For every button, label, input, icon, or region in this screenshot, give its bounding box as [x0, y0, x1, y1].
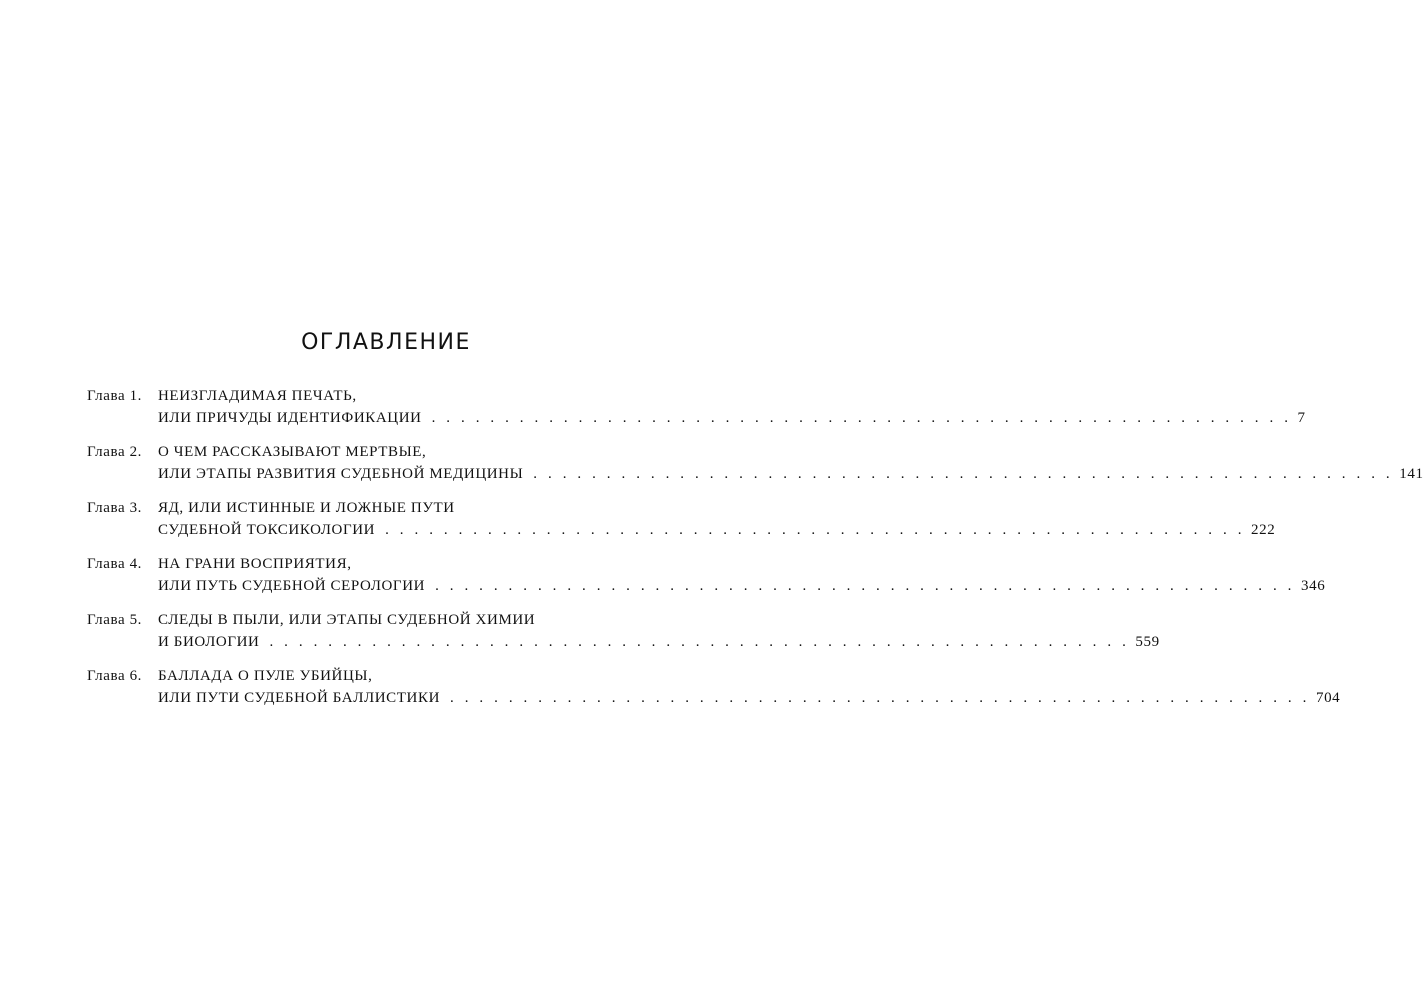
dot-leader: . . . . . . . . . . . . . . . . . . . . . . . . . . . . . . . . . . . . . . . . . . . . . . . . . . . . . . . . . . . [385, 522, 1246, 538]
chapter-title-line-2-row [158, 687, 1341, 709]
toc-entry-4 [87, 553, 1326, 597]
dot-leader: . . . . . . . . . . . . . . . . . . . . . . . . . . . . . . . . . . . . . . . . . . . . . . . . . . . . . . . . . . . [269, 634, 1130, 650]
dot-leader: . . . . . . . . . . . . . . . . . . . . . . . . . . . . . . . . . . . . . . . . . . . . . . . . . . . . . . . . . . . [450, 690, 1310, 706]
chapter-number: Глава 3. [87, 500, 143, 516]
chapter-title-line-2-row [158, 519, 1276, 541]
dot-leader: . . . . . . . . . . . . . . . . . . . . . . . . . . . . . . . . . . . . . . . . . . . . . . . . . . . . . . . . . . . [431, 410, 1292, 426]
chapter-number: Глава 1. [87, 388, 143, 404]
dot-leader: . . . . . . . . . . . . . . . . . . . . . . . . . . . . . . . . . . . . . . . . . . . . . . . . . . . . . . . . . . . [533, 466, 1394, 482]
chapter-title-line-2-row [158, 463, 1424, 485]
page-number: 704 [1315, 690, 1341, 706]
toc-entry-5 [87, 609, 1160, 653]
chapter-title-line-1: ЯД, ИЛИ ИСТИННЫЕ И ЛОЖНЫЕ ПУТИ [158, 500, 455, 516]
chapter-title-line-1: БАЛЛАДА О ПУЛЕ УБИЙЦЫ, [158, 668, 373, 684]
chapter-title-line-2: ИЛИ ПРИЧУДЫ ИДЕНТИФИКАЦИИ [158, 410, 422, 426]
chapter-title-line-1: НА ГРАНИ ВОСПРИЯТИЯ, [158, 556, 352, 572]
chapter-title-line-2-row [158, 575, 1326, 597]
chapter-title-line-2: ИЛИ ЭТАПЫ РАЗВИТИЯ СУДЕБНОЙ МЕДИЦИНЫ [158, 466, 524, 482]
chapter-title-line-2: СУДЕБНОЙ ТОКСИКОЛОГИИ [158, 522, 376, 538]
chapter-title-line-2-row [158, 407, 1306, 429]
chapter-number: Глава 6. [87, 668, 143, 684]
chapter-number: Глава 5. [87, 612, 143, 628]
chapter-title-line-1: НЕИЗГЛАДИМАЯ ПЕЧАТЬ, [158, 388, 357, 404]
chapter-title-line-2-row [158, 631, 1160, 653]
chapter-title-line-1: О ЧЕМ РАССКАЗЫВАЮТ МЕРТВЫЕ, [158, 444, 427, 460]
page-number: 346 [1301, 578, 1326, 594]
chapter-title-line-2: ИЛИ ПУТИ СУДЕБНОЙ БАЛЛИСТИКИ [158, 690, 441, 706]
chapter-number: Глава 4. [87, 556, 143, 572]
page-number: 7 [1297, 410, 1306, 426]
chapter-title-line-2: ИЛИ ПУТЬ СУДЕБНОЙ СЕРОЛОГИИ [158, 578, 426, 594]
toc-entry-3 [87, 497, 1276, 541]
page-number: 222 [1251, 522, 1276, 538]
dot-leader: . . . . . . . . . . . . . . . . . . . . . . . . . . . . . . . . . . . . . . . . . . . . . . . . . . . . . . . . . . . [435, 578, 1296, 594]
toc-entry-1 [87, 385, 1306, 429]
table-of-contents [87, 385, 1424, 721]
page-number: 559 [1135, 634, 1160, 650]
page-title: ОГЛАВЛЕНИЕ [301, 330, 471, 355]
toc-entry-6 [87, 665, 1341, 709]
page-number: 141 [1399, 466, 1424, 482]
chapter-title-line-1: СЛЕДЫ В ПЫЛИ, ИЛИ ЭТАПЫ СУДЕБНОЙ ХИМИИ [158, 612, 536, 628]
chapter-number: Глава 2. [87, 444, 143, 460]
chapter-title-line-2: И БИОЛОГИИ [158, 634, 260, 650]
toc-entry-2 [87, 441, 1424, 485]
